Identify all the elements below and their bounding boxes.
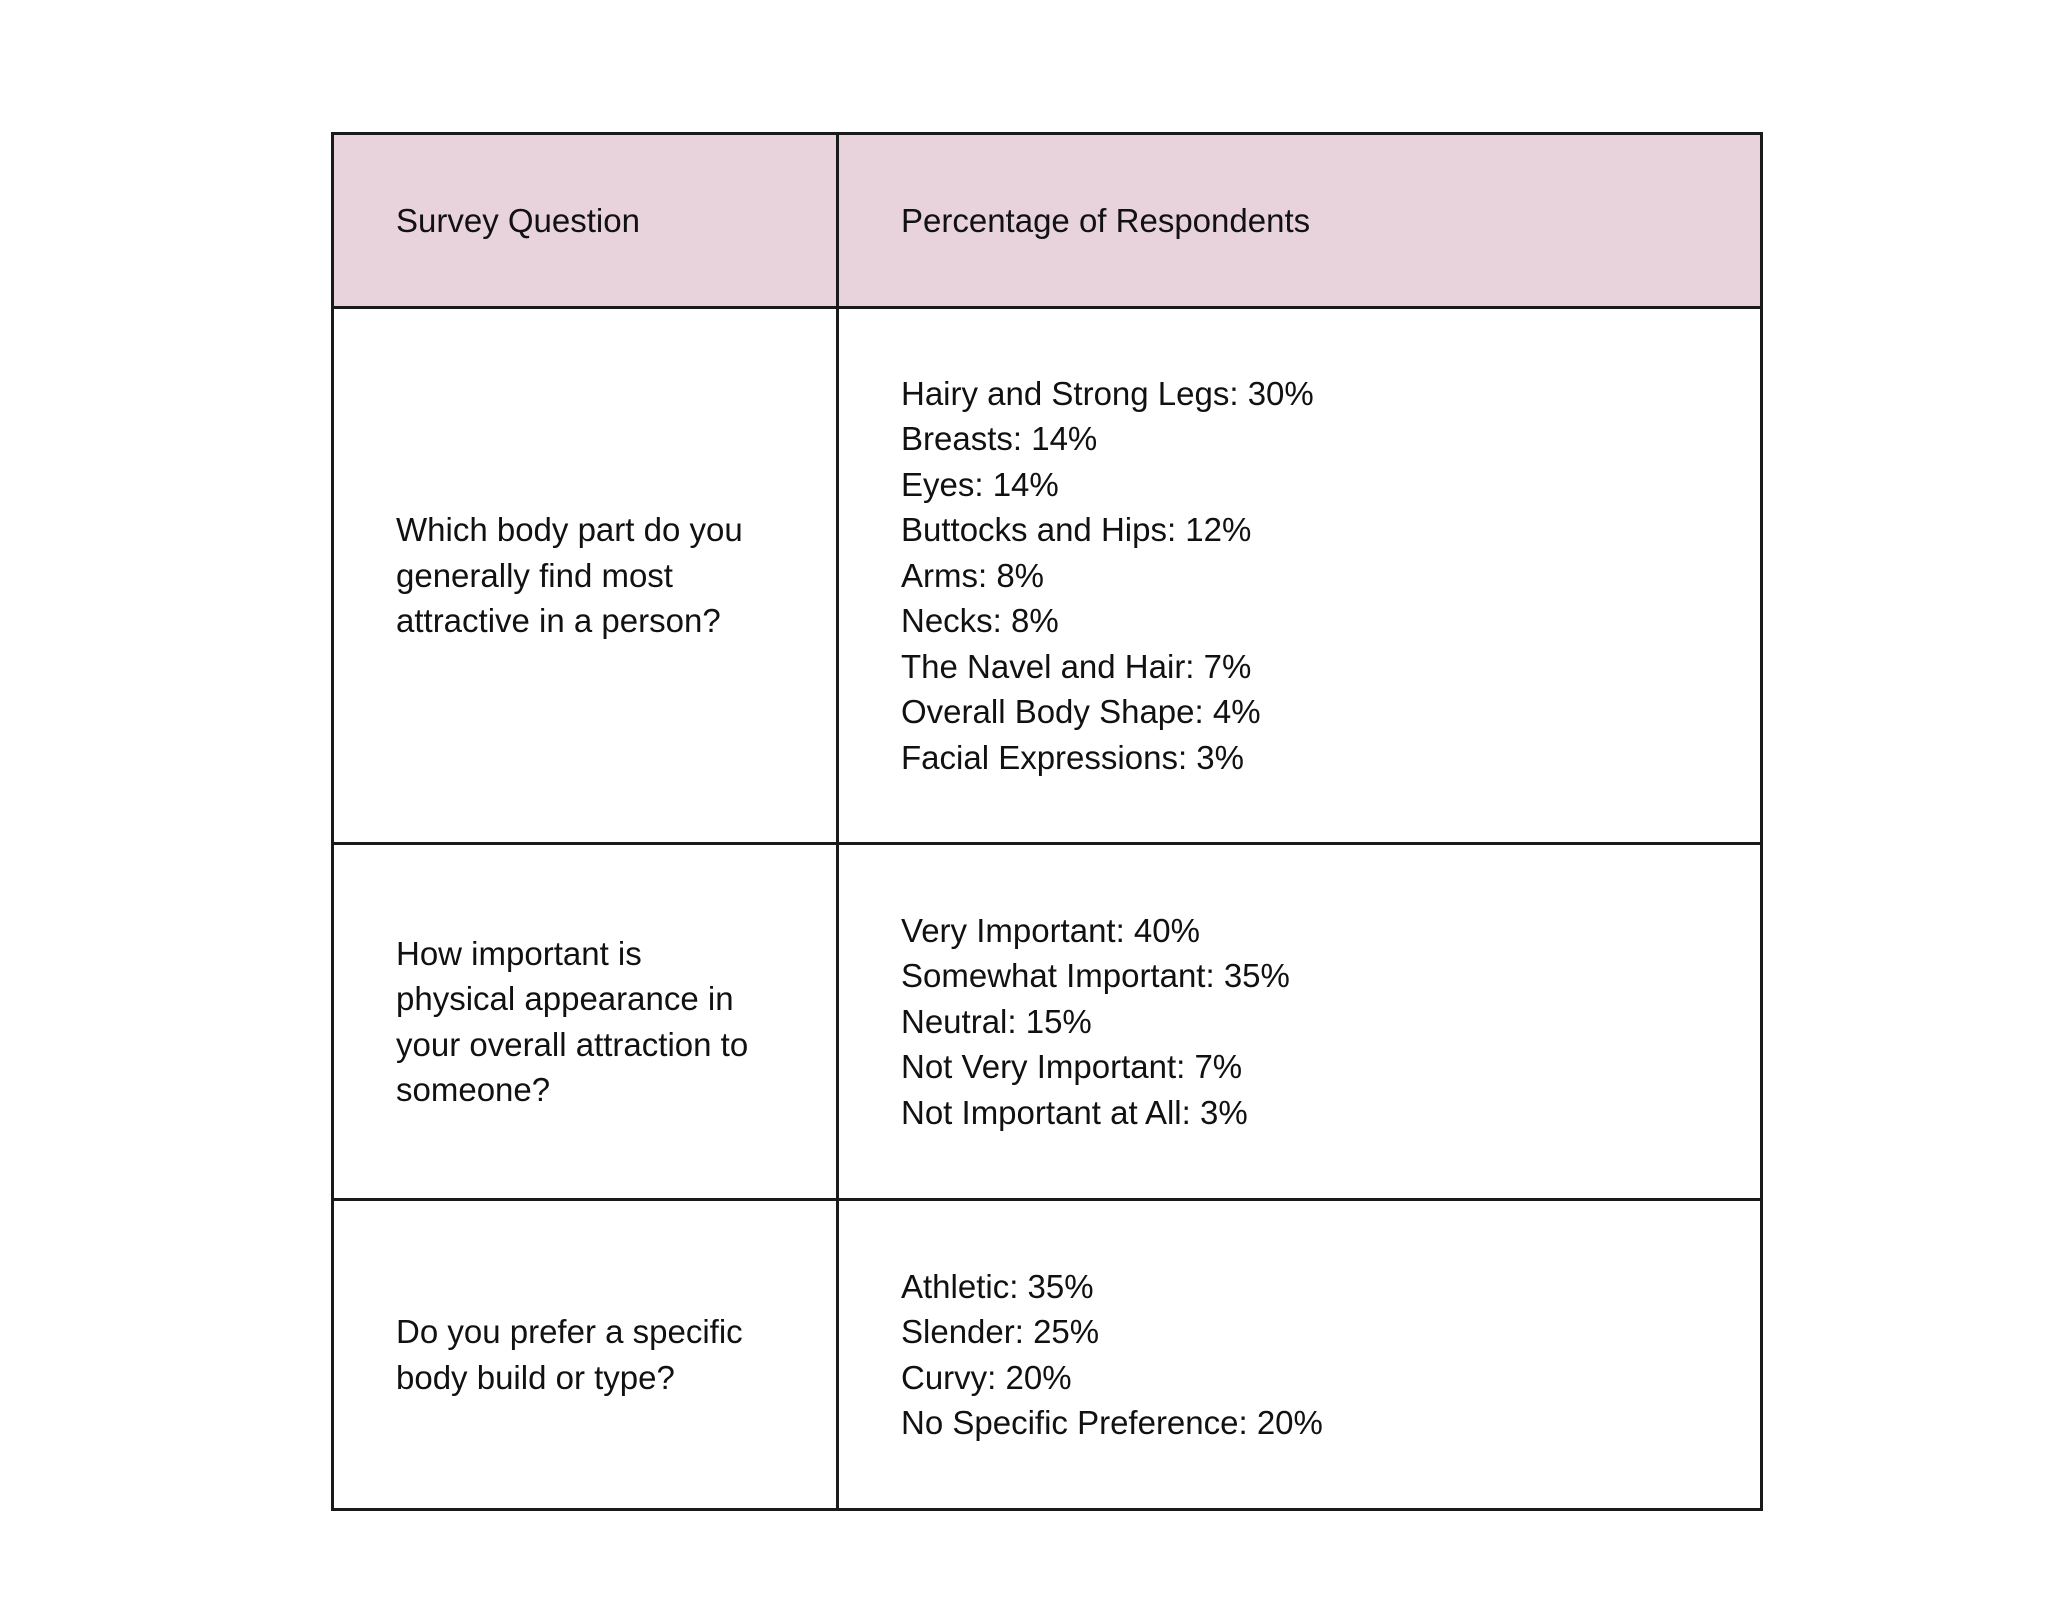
answer-list <box>901 1264 1760 1446</box>
answer-item: Curvy: 20% <box>901 1358 1072 1396</box>
table-row <box>333 308 1762 844</box>
answers-cell <box>838 1200 1762 1510</box>
table-row <box>333 844 1762 1200</box>
answer-item: Slender: 25% <box>901 1313 1100 1350</box>
answer-item: Neutral: 15% <box>901 1002 1092 1040</box>
table-header-row <box>333 134 1762 308</box>
answer-item: Very Important: 40% <box>901 911 1200 949</box>
answers-cell <box>838 308 1762 844</box>
header-percentage-of-respondents: Percentage of Respondents <box>838 134 1762 308</box>
answer-item: Somewhat Important: 35% <box>901 957 1290 995</box>
answer-item: Buttocks and Hips: 12% <box>901 511 1252 549</box>
answer-item: Overall Body Shape: 4% <box>901 693 1261 731</box>
survey-table <box>331 132 1763 1511</box>
question-cell: How important is physical appearance in your overall attraction to someone? <box>333 844 838 1200</box>
answer-item: Athletic: 35% <box>901 1267 1094 1305</box>
answer-list <box>901 371 1760 781</box>
table-row <box>333 1200 1762 1510</box>
answer-item: No Specific Preference: 20% <box>901 1404 1323 1441</box>
question-cell: Which body part do you generally find most attractive in a person? <box>333 308 838 844</box>
answer-item: Hairy and Strong Legs: 30% <box>901 374 1314 412</box>
answer-item: Breasts: 14% <box>901 420 1098 458</box>
answer-item: Arms: 8% <box>901 556 1045 594</box>
answers-cell <box>838 844 1762 1200</box>
answer-item: Necks: 8% <box>901 602 1059 640</box>
answer-item: Eyes: 14% <box>901 465 1059 503</box>
header-survey-question: Survey Question <box>333 134 838 308</box>
answer-list <box>901 908 1760 1136</box>
answer-item: Not Very Important: 7% <box>901 1048 1243 1086</box>
answer-item: Not Important at All: 3% <box>901 1093 1248 1131</box>
answer-item: Facial Expressions: 3% <box>901 738 1244 776</box>
answer-item: The Navel and Hair: 7% <box>901 647 1252 685</box>
question-cell: Do you prefer a specific body build or type? <box>333 1200 838 1510</box>
